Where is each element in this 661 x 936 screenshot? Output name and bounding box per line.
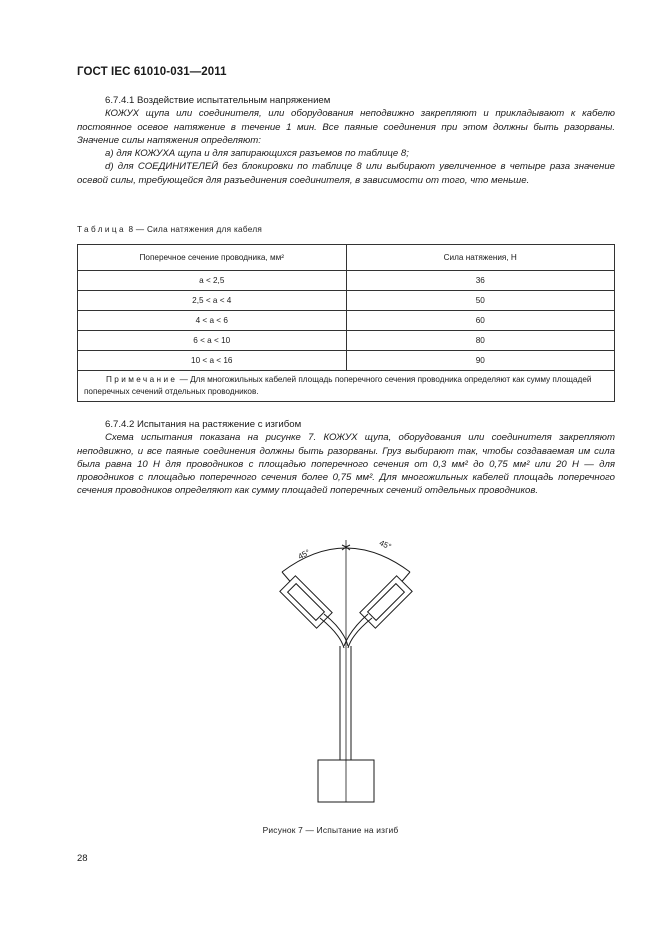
arc-arrow-right (346, 545, 350, 550)
list-item-a: а) для КОЖУХА щупа и для запирающихся разъемов по таблице 8; (105, 148, 409, 160)
table-caption-word: Таблица (77, 225, 126, 234)
cell-section: 10 < a < 16 (78, 351, 347, 371)
cell-section: 2,5 < a < 4 (78, 291, 347, 311)
section-title: 6.7.4.1 Воздействие испытательным напряжением (105, 95, 331, 106)
table-caption-text: 8 — Сила натяжения для кабеля (125, 225, 263, 234)
table-caption (77, 225, 262, 234)
angle-label-right: 45° (377, 538, 393, 552)
right-probe (360, 576, 412, 628)
table-row (78, 331, 615, 351)
cable-right-inner (344, 614, 368, 646)
cell-force: 50 (346, 291, 615, 311)
section-title: 6.7.4.2 Испытания на растяжение с изгибом (105, 419, 302, 430)
arc-arrow-left (342, 545, 346, 550)
table-note-row (78, 371, 615, 402)
cell-force: 80 (346, 331, 615, 351)
cell-section: a < 2,5 (78, 271, 347, 291)
figure-caption: Рисунок 7 — Испытание на изгиб (262, 825, 399, 835)
table-header-row (78, 245, 615, 271)
table-note (78, 371, 615, 402)
bend-test-figure (250, 530, 430, 820)
section-6-7-4-2 (77, 418, 615, 498)
left-probe (280, 576, 332, 628)
cell-section: 6 < a < 10 (78, 331, 347, 351)
cable-right-outer (348, 618, 372, 648)
cell-force: 60 (346, 311, 615, 331)
table-row (78, 271, 615, 291)
cell-section: 4 < a < 6 (78, 311, 347, 331)
list-item-d: d) для СОЕДИНИТЕЛЕЙ без блокировки по таблице 8 или выбирают увеличенное в четыре раза значение осевой силы, требующейся для разъединения соединителя, в зависимости от того, что меньше. (77, 161, 615, 186)
note-word: Примечание (106, 375, 178, 384)
cable-tension-table (77, 244, 615, 402)
cell-force: 90 (346, 351, 615, 371)
table-row (78, 351, 615, 371)
table-row (78, 291, 615, 311)
section-6-7-4-1 (77, 94, 615, 187)
cable-left-outer (320, 618, 344, 648)
document-standard-id: ГОСТ IEC 61010-031—2011 (77, 66, 227, 78)
paragraph: КОЖУХ щупа или соединителя, или оборудования неподвижно закрепляют и прикладывают к кабелю постоянное осевое натяжение в течение 1 мин. Все паяные соединения при этом должны быть разорваны. Значение силы натяжения определяют: (77, 108, 615, 146)
column-header-force: Сила натяжения, Н (346, 245, 615, 271)
note-text: — Для многожильных кабелей площадь поперечного сечения проводника определяют как сумму площадей поперечных сечений отдельных проводников. (84, 375, 592, 396)
page-number: 28 (77, 853, 88, 864)
column-header-section: Поперечное сечение проводника, мм² (78, 245, 347, 271)
cable-left-inner (324, 614, 348, 646)
paragraph: Схема испытания показана на рисунке 7. КОЖУХ щупа, оборудования или соединителя закрепляют неподвижно, и все паяные соединения должны быть разорваны. Груз выбирают так, чтобы создаваемая им сила была равна 10 Н для проводников с площадью поперечного сечения от 0,3 мм² до 0,75 мм² или 20 Н — для проводников с площадью поперечного сечения более 0,75 мм². Для многожильных кабелей площадь поперечного сечения проводников определяют как сумму площадей поперечных сечений отдельных проводников. (77, 432, 615, 497)
angle-label-left: 45° (296, 547, 312, 562)
cell-force: 36 (346, 271, 615, 291)
table-row (78, 311, 615, 331)
